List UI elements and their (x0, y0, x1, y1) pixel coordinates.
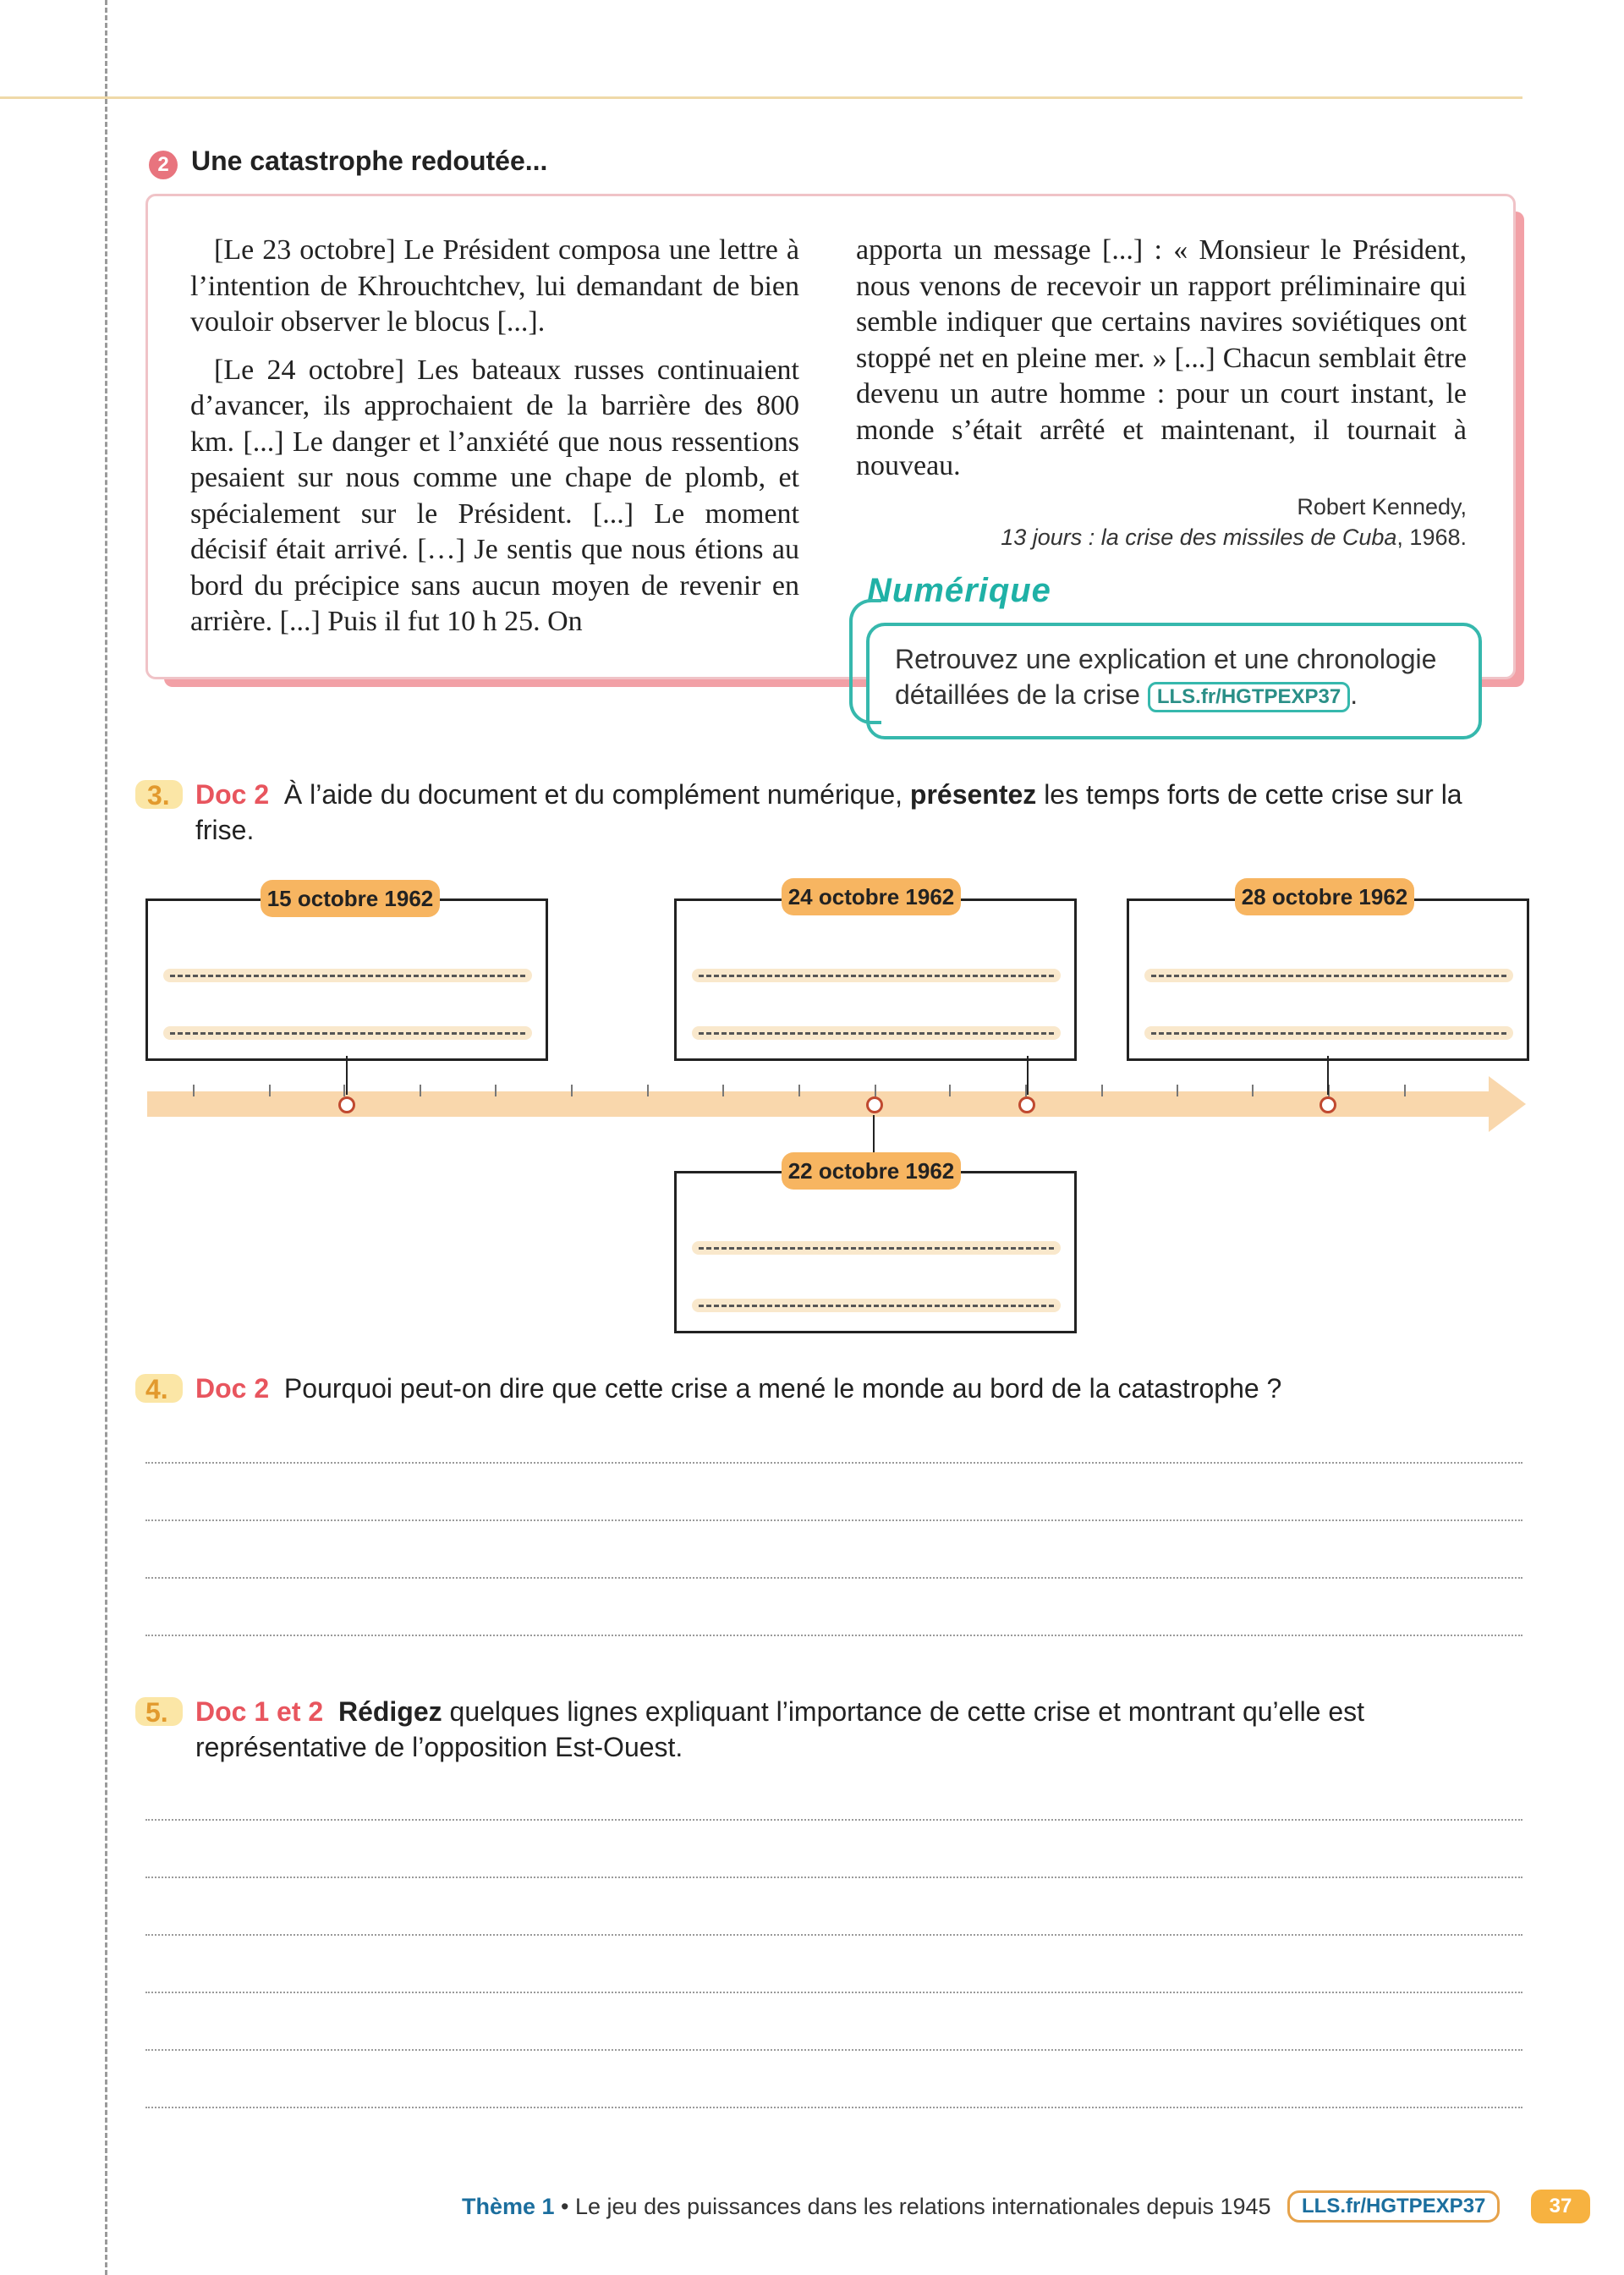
source-year: , 1968. (1396, 525, 1467, 550)
timeline-date: 28 octobre 1962 (1235, 878, 1414, 915)
q3-text-a: À l’aide du document et du complément numérique, (283, 779, 903, 810)
source-reference (1001, 525, 1467, 551)
footer-theme: Thème 1 (462, 2194, 555, 2219)
timeline-tick (420, 1085, 421, 1096)
timeline-arrow-head (1489, 1076, 1526, 1132)
answer-line[interactable] (145, 1462, 1522, 1464)
footer-link[interactable]: LLS.fr/HGTPEXP37 (1287, 2190, 1500, 2223)
answer-line[interactable] (145, 1577, 1522, 1579)
timeline-date: 24 octobre 1962 (782, 878, 961, 915)
q5-text (195, 1694, 1430, 1765)
timeline-marker (866, 1096, 883, 1113)
answer-line[interactable] (145, 2049, 1522, 2051)
timeline-connector (1327, 1056, 1329, 1095)
answer-line[interactable] (145, 1877, 1522, 1878)
q3-doc-ref: Doc 2 (195, 779, 270, 810)
excerpt-paragraph: apporta un message [...] : « Monsieur le Président, nous venons de recevoir un rapport préliminaire qui semble indiquer que certains navires soviétiques ont stoppé net en pleine mer. » [...] Chacun semblait être devenu un autre homme : pour un court instant, le monde s’était arrêté et maintenant, il tournait à nouveau. (856, 234, 1467, 481)
q5-doc-ref: Doc 1 et 2 (195, 1696, 324, 1727)
excerpt-column-left (190, 233, 799, 640)
answer-line[interactable] (145, 1934, 1522, 1936)
q3-bold-verb: présentez (909, 779, 1037, 810)
timeline-box (1127, 898, 1529, 1061)
excerpt-paragraph: [Le 23 octobre] Le Président composa une lettre à l’intention de Khrouchtchev, lui demandant de bien vouloir observer le blocus [...]. (190, 234, 799, 338)
numerique-description: Retrouvez une explication et une chronologie détaillées de la crise (895, 644, 1437, 710)
q5-bold-verb: Rédigez (337, 1696, 442, 1727)
q3-text-b: les temps forts de cette crise sur la frise. (195, 779, 1462, 845)
timeline-connector (346, 1056, 348, 1095)
timeline-tick (1101, 1085, 1103, 1096)
timeline-tick (647, 1085, 649, 1096)
timeline-connector (1027, 1056, 1029, 1095)
answer-line[interactable] (699, 1247, 1054, 1250)
timeline-tick (798, 1085, 800, 1096)
answer-line[interactable] (145, 2107, 1522, 2108)
q4-doc-ref: Doc 2 (195, 1373, 270, 1404)
excerpt-paragraph: [Le 24 octobre] Les bateaux russes continuaient d’avancer, ils approchaient de la barrière des 800 km. [...] Le danger et l’anxiété que nous ressentions pesaient sur nous comme une chape de plomb, et spécialement sur le Président. [...] Le moment décisif était arrivé. […] Je sentis que nous étions au bord du précipice sans aucun moyen de revenir en arrière. [...] Puis il fut 10 h 25. On (190, 354, 799, 637)
answer-line[interactable] (170, 975, 525, 977)
timeline-tick (495, 1085, 497, 1096)
doc-title: Une catastrophe redoutée... (191, 146, 548, 176)
q5-number: 5. (145, 1697, 168, 1728)
source-title: 13 jours : la crise des missiles de Cuba (1001, 525, 1397, 550)
timeline-tick (1177, 1085, 1178, 1096)
timeline-tick (722, 1085, 724, 1096)
answer-line[interactable] (145, 1635, 1522, 1636)
answer-line[interactable] (699, 975, 1054, 977)
timeline-tick (193, 1085, 195, 1096)
excerpt-column-right (856, 233, 1467, 485)
timeline-box (145, 898, 548, 1061)
q3-text (195, 777, 1481, 848)
timeline-tick (571, 1085, 573, 1096)
timeline-box (674, 1171, 1077, 1333)
source-author: Robert Kennedy, (1297, 494, 1467, 519)
timeline-tick (1252, 1085, 1254, 1096)
answer-line[interactable] (699, 1305, 1054, 1307)
q3-number: 3. (147, 780, 170, 811)
numerique-label: Numérique (867, 572, 1051, 609)
footer-title: • Le jeu des puissances dans les relations internationales depuis 1945 (554, 2194, 1271, 2219)
timeline-marker (1320, 1096, 1336, 1113)
answer-line[interactable] (699, 1032, 1054, 1035)
answer-line[interactable] (145, 1819, 1522, 1821)
answer-line[interactable] (1151, 1032, 1506, 1035)
margin-dashed-line (105, 0, 107, 2275)
numerique-end: . (1350, 679, 1358, 710)
q4-text (195, 1371, 1481, 1406)
timeline-date: 15 octobre 1962 (261, 880, 440, 917)
q4-question: Pourquoi peut-on dire que cette crise a mené le monde au bord de la catastrophe ? (283, 1373, 1282, 1404)
q5-question: quelques lignes expliquant l’importance de cette crise et montrant qu’elle est représentative de l’opposition Est-Ouest. (195, 1696, 1365, 1762)
answer-line[interactable] (145, 1992, 1522, 1993)
doc-number-badge: 2 (149, 151, 178, 179)
timeline-marker (338, 1096, 355, 1113)
footer-text (462, 2194, 1271, 2220)
timeline-box (674, 898, 1077, 1061)
numerique-link[interactable]: LLS.fr/HGTPEXP37 (1148, 682, 1350, 712)
answer-line[interactable] (170, 1032, 525, 1035)
timeline-date: 22 octobre 1962 (782, 1152, 961, 1190)
timeline-tick (343, 1085, 345, 1096)
numerique-hook (849, 599, 881, 724)
timeline-tick (875, 1085, 876, 1096)
top-rule (0, 96, 1522, 99)
numerique-text (895, 641, 1470, 712)
answer-line[interactable] (145, 1519, 1522, 1521)
timeline-tick (269, 1085, 271, 1096)
answer-line[interactable] (1151, 975, 1506, 977)
page-number: 37 (1531, 2190, 1590, 2223)
timeline-tick (1404, 1085, 1406, 1096)
timeline-tick (949, 1085, 951, 1096)
timeline-marker (1018, 1096, 1035, 1113)
q4-number: 4. (145, 1374, 168, 1404)
